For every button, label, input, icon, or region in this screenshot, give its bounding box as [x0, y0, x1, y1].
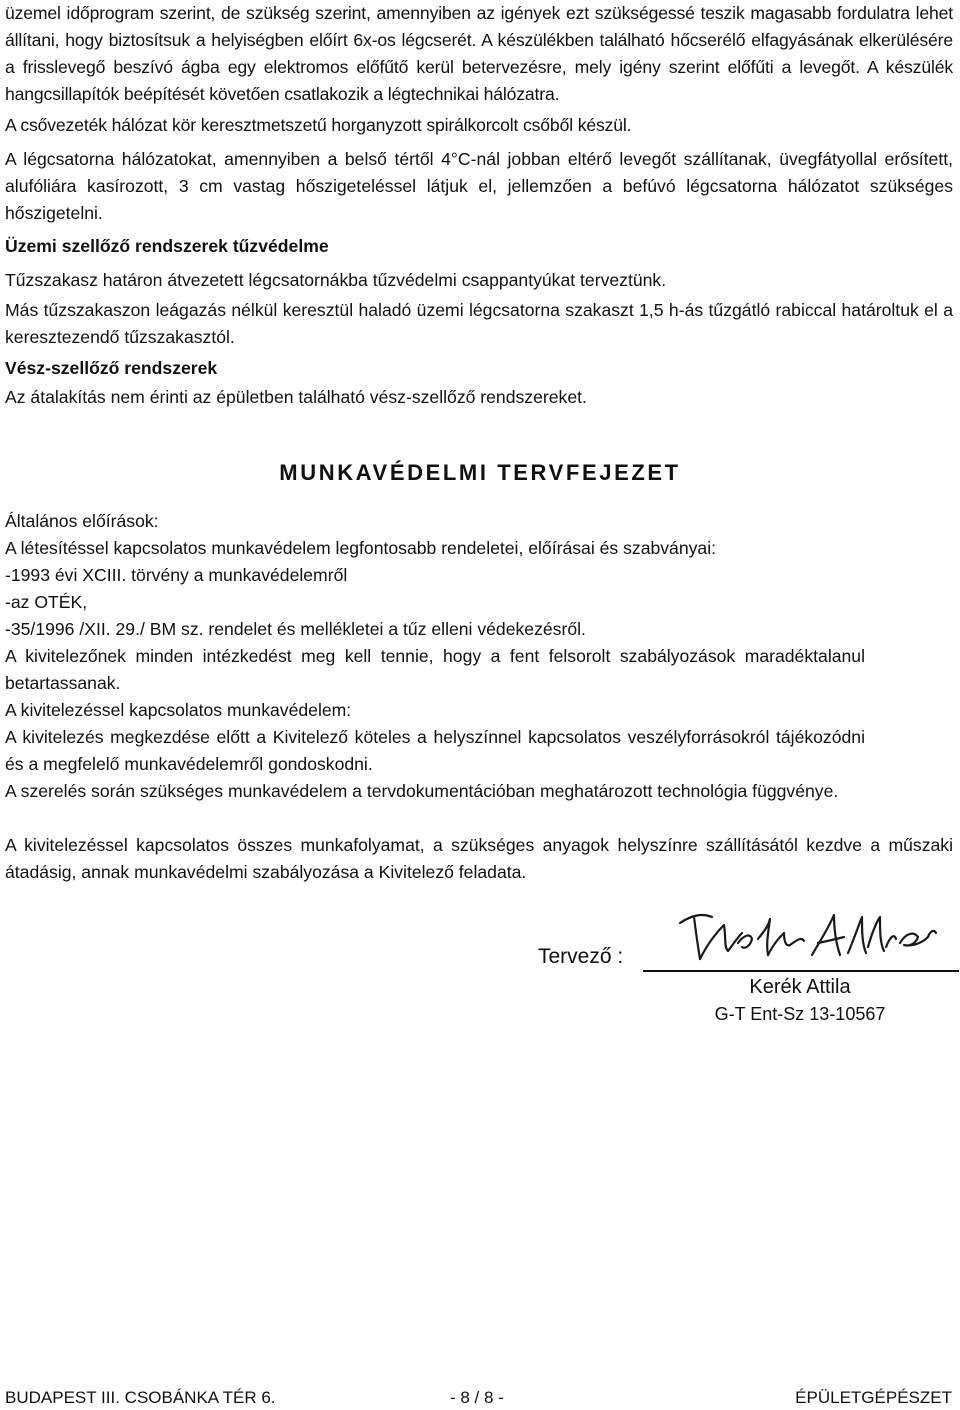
heading-emergency-ventilation: Vész-szellőző rendszerek: [5, 358, 218, 378]
before-start-text: A kivitelezés megkezdése előtt a Kivitelező köteles a helyszínnel kapcsolatos veszélyforrásokról tájékozódni és a megfelelő munkavédelemről gondoskodni.: [5, 727, 865, 774]
paragraph-duct-insulation: A légcsatorna hálózatokat, amennyiben a belső tértől 4°C-nál jobban eltérő levegőt szállítanak, üvegfátyollal erősített, alufóliára kasírozott, 3 cm vastag hőszigeteléssel látjuk el, jellemzően a befúvó légcsatorna hálózatot szükséges hőszigetelni.: [5, 149, 953, 223]
designer-license-number: G-T Ent-Sz 13-10567: [714, 1004, 886, 1024]
paragraph-emergency-ventilation: Az átalakítás nem érinti az épületben található vész-szellőző rendszereket.: [5, 387, 587, 407]
paragraph-fire-dampers: Tűzszakasz határon átvezetett légcsatornákba tűzvédelmi csappantyúkat terveztünk.: [5, 270, 667, 290]
regulation-item: -az OTÉK,: [5, 592, 88, 612]
during-install-text: A szerelés során szükséges munkavédelem a tervdokumentációban meghatározott technológia függvénye.: [5, 781, 839, 801]
regulation-item: -1993 évi XCIII. törvény a munkavédelemről: [5, 565, 348, 585]
contractor-duty: A kivitelezőnek minden intézkedést meg kell tennie, hogy a fent felsorolt szabályozások maradéktalanul betartassanak.: [5, 646, 865, 693]
footer-discipline: ÉPÜLETGÉPÉSZET: [795, 1388, 952, 1407]
paragraph-ventilation-unit: üzemel időprogram szerint, de szükség szerint, amennyiben az igények ezt szükségessé teszik magasabb fordulatra lehet állítani, hogy biztosítsuk a helyiségben előírt 6x-os légcserét. A készülékben található hőcserélő elfagyásának elkerülésére a frisslevegő beszívó ágba egy elektromos előfűtő kerül betervezésre, mely igény szerint előfűti a levegőt. A készülék hangcsillapítók beépítését követően csatlakozik a légtechnikai hálózatra.: [5, 3, 953, 104]
general-rules-label: Általános előírások:: [5, 511, 159, 531]
designer-label: Tervező :: [538, 945, 624, 968]
heading-fire-protection: Üzemi szellőző rendszerek tűzvédelme: [5, 236, 329, 256]
all-processes-text: A kivitelezéssel kapcsolatos összes munkafolyamat, a szükséges anyagok helyszínre szállításától kezdve a műszaki átadásig, annak munkavédelmi szabályozása a Kivitelező feladata.: [5, 835, 953, 882]
execution-safety-label: A kivitelezéssel kapcsolatos munkavédelem:: [5, 700, 352, 720]
footer-address: BUDAPEST III. CSOBÁNKA TÉR 6.: [5, 1388, 276, 1407]
paragraph-duct-network: A csővezeték hálózat kör keresztmetszetű horganyzott spirálkorcolt csőből készül.: [5, 115, 632, 135]
handwritten-signature: [672, 903, 942, 969]
footer-page-number: - 8 / 8 -: [450, 1388, 504, 1407]
designer-name: Kerék Attila: [749, 976, 851, 998]
paragraph-fire-separation: Más tűzszakaszon leágazás nélkül keresztül haladó üzemi légcsatorna szakaszt 1,5 h-ás tűzgátló rabiccal határoltuk el a keresztezendő tűzszakasztól.: [5, 300, 953, 347]
regulation-item: -35/1996 /XII. 29./ BM sz. rendelet és mellékletei a tűz elleni védekezésről.: [5, 619, 586, 639]
page-footer: [5, 1388, 952, 1410]
section-title: MUNKAVÉDELMI TERVFEJEZET: [279, 460, 681, 485]
regulations-intro: A létesítéssel kapcsolatos munkavédelem legfontosabb rendeletei, előírásai és szabványai:: [5, 538, 717, 558]
signature-line: [643, 970, 959, 972]
